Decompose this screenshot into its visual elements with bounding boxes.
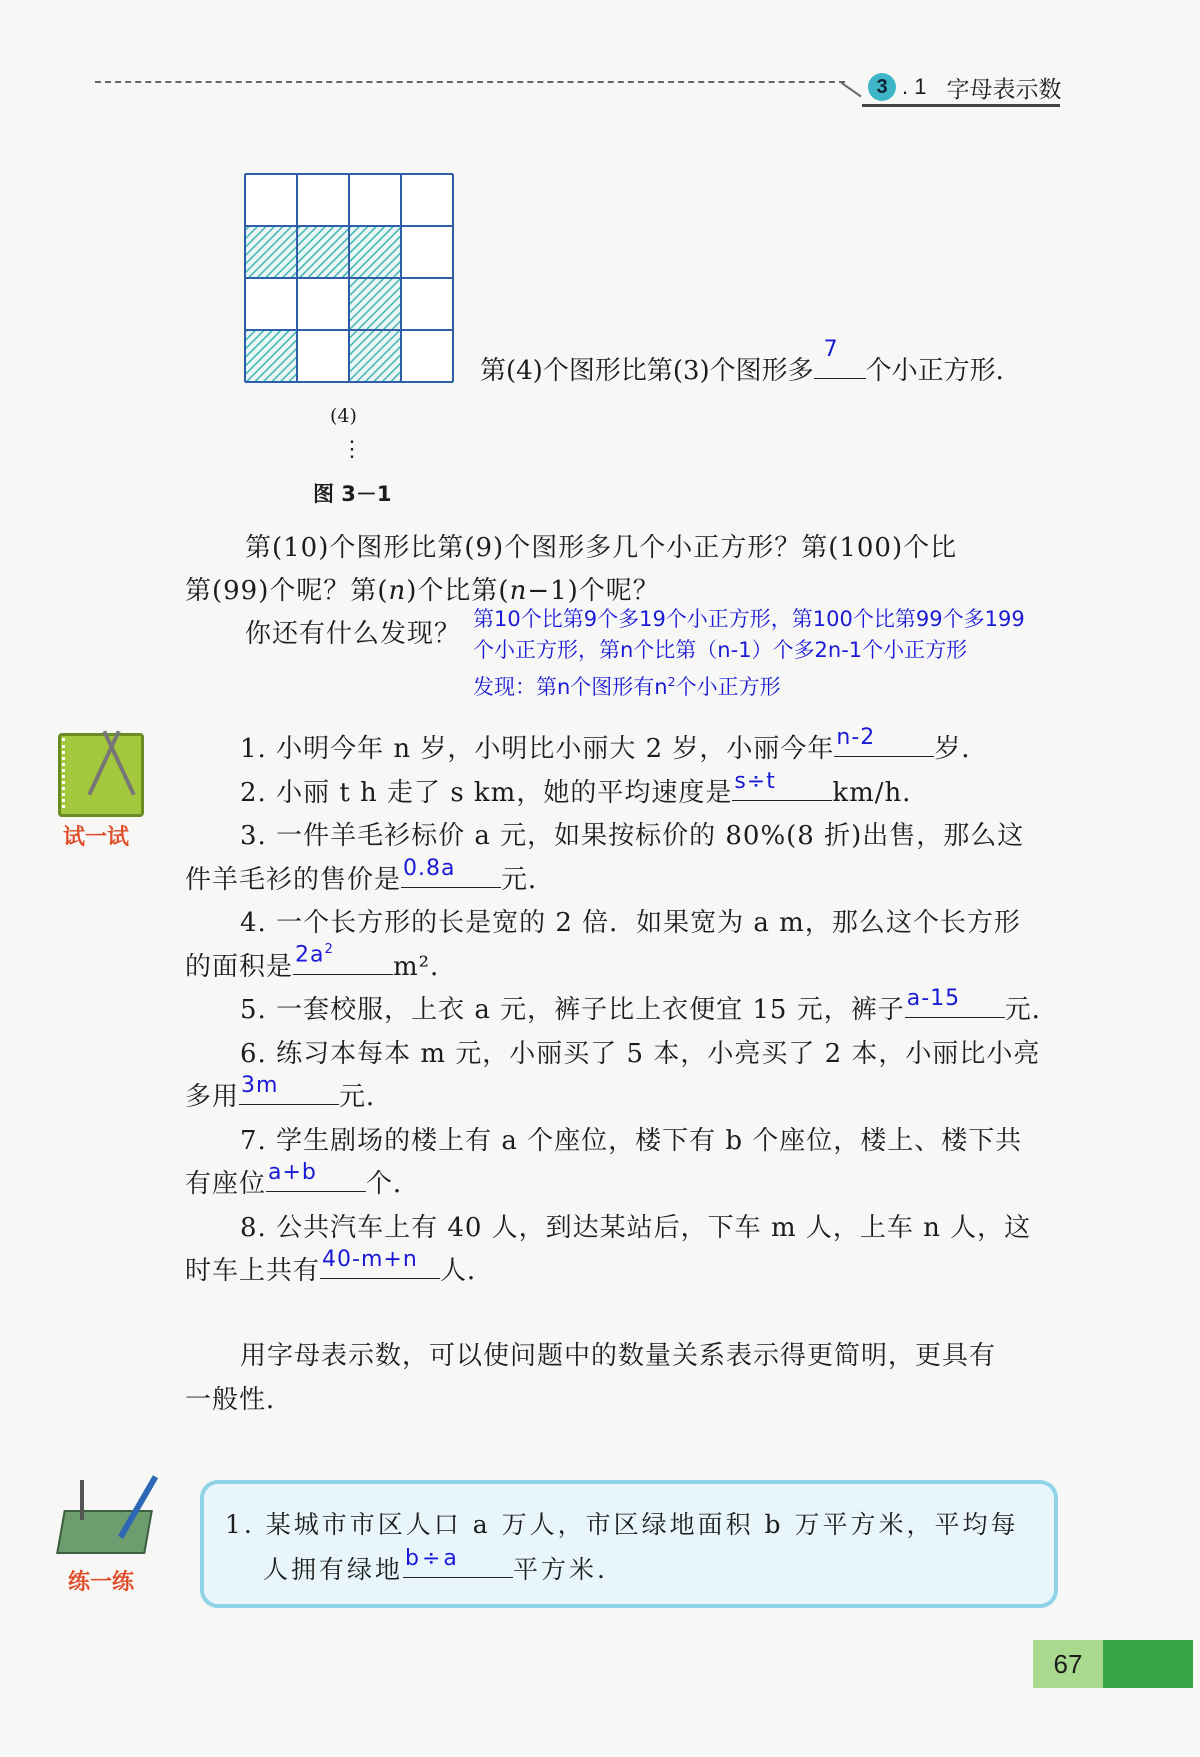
try-items [185,725,1085,1308]
shaded-square [349,330,401,382]
handwritten-answer: a-15 [906,986,961,1011]
handwritten-answer: 7 [823,337,838,362]
try-item-line [240,902,1021,939]
header-slant [841,82,862,97]
try-item-line [240,1033,1040,1070]
handwritten-answer: 40-m+n [322,1247,418,1272]
try-item-text-end: 岁． [934,734,989,764]
section-title: 字母表示数 [946,76,1062,103]
practice-line: 人拥有绿地 b÷a 平方米. [263,1546,608,1584]
try-item-text: 有座位 [185,1169,267,1199]
empty-square [297,278,349,330]
practice-line: 1. 某城市市区人口 a 万人，市区绿地面积 b 万平方米，平均每 [225,1510,1019,1539]
handwritten-line: 发现：第n个图形有$n^2$个小正方形 [473,674,781,699]
try-item-line [185,1247,495,1287]
header-dotted-rule [95,81,845,83]
section-number-badge: 3 [868,73,896,101]
try-item-text: 5. 一套校服，上衣 a 元，裤子比上衣便宜 15 元，裤子 [240,995,905,1025]
try-item-line [185,1160,421,1200]
figure-caption: 图 3－1 [313,482,392,506]
handwritten-line: 个小正方形，第n个比第（n-1）个多2n-1个小正方形 [473,638,968,662]
answer-blank[interactable] [814,337,866,379]
try-item-text: 时车上共有 [185,1256,321,1286]
try-item-line [240,815,1024,852]
try-item-line [185,942,458,983]
try-item-line [240,768,930,809]
figure-grid [243,172,455,384]
shaded-square [297,226,349,278]
answer-blank[interactable] [834,725,934,757]
figure-question [480,337,1022,387]
try-item-text: 3. 一件羊毛衫标价 a 元，如果按标价的 80%(8 折)出售，那么这 [240,821,1025,851]
answer-blank[interactable] [239,1073,339,1105]
summary-line: 用字母表示数，可以使问题中的数量关系表示得更简明，更具有 [240,1341,997,1371]
question-line: 第(10)个图形比第(9)个图形多几个小正方形？第(100)个比 [245,533,958,563]
try-item-text: 6. 练习本每本 m 元，小丽买了 5 本，小亮买了 2 本，小丽比小亮 [240,1038,1041,1069]
empty-square [245,278,297,330]
try-item-line [185,855,556,896]
try-item-text-end: m²． [393,951,458,982]
empty-square [401,174,453,226]
figure-question-text-end: 个小正方形． [865,356,1022,386]
empty-square [349,174,401,226]
handwritten-discovery [473,604,1025,703]
answer-blank[interactable] [905,986,1005,1018]
header-underline [862,104,1060,107]
answer-blank[interactable] [732,768,832,801]
section-subnumber: . 1 [902,74,927,99]
shaded-square [349,226,401,278]
handwritten-answer: 0.8a [403,855,456,881]
shaded-square [245,226,297,278]
empty-square [297,174,349,226]
practice-icon [55,1470,155,1560]
try-item-text: 2. 小丽 t h 走了 s km，她的平均速度是 [240,777,733,808]
handwritten-answer: a+b [268,1160,317,1185]
handwritten-answer: n-2 [836,725,876,750]
answer-blank[interactable] [403,1546,513,1578]
empty-square [401,278,453,330]
try-item-line [240,1207,1031,1244]
empty-square [401,330,453,382]
page-number: 67 [1033,1640,1103,1688]
try-item-line [185,1073,394,1113]
question-line: 第(99)个呢？第(n)个比第(n−1)个呢？ [185,576,660,606]
try-item-text: 的面积是 [185,951,294,982]
answer-blank[interactable] [266,1160,366,1192]
practice-badge-label: 练一练 [68,1570,135,1595]
try-item-line [240,986,1059,1026]
handwritten-answer: b÷a [405,1546,460,1571]
try-item-text-end: 个． [366,1169,421,1199]
handwritten-answer: s÷t [734,768,776,794]
try-item-text-end: km/h． [832,777,930,808]
empty-square [297,330,349,382]
figure-label: (4) [330,405,357,427]
try-item-text: 1. 小明今年 n 岁，小明比小丽大 2 岁，小丽今年 [240,734,835,764]
answer-blank[interactable] [320,1247,440,1279]
try-icon [52,728,147,818]
try-item-text-end: 元． [339,1082,394,1112]
try-badge-label: 试一试 [63,825,130,850]
practice-box [200,1480,1058,1608]
handwritten-answer: $2a^2$ [295,942,334,968]
try-item-text-end: 人． [440,1256,495,1286]
shaded-square [349,278,401,330]
try-item-text: 件羊毛衫的售价是 [185,864,402,895]
handwritten-answer: 3m [241,1073,279,1098]
try-item-text: 8. 公共汽车上有 40 人，到达某站后，下车 m 人，上车 n 人，这 [240,1212,1032,1243]
question-line: 你还有什么发现？ [245,619,462,649]
try-item-text: 4. 一个长方形的长是宽的 2 倍．如果宽为 a m，那么这个长方形 [240,908,1021,938]
answer-blank[interactable] [401,855,501,888]
section-header [868,72,1061,102]
empty-square [401,226,453,278]
empty-square [245,174,297,226]
try-item-text: 7. 学生剧场的楼上有 a 个座位，楼下有 b 个座位，楼上、楼下共 [240,1125,1023,1156]
try-item-text-end: 元． [1004,995,1059,1025]
try-item-text-end: 元． [501,864,556,895]
handwritten-line: 第10个比第9个多19个小正方形，第100个比第99个多199 [473,607,1025,631]
answer-blank[interactable] [293,942,393,975]
shaded-square [245,330,297,382]
figure-dots: ⋮ [341,437,363,462]
try-item-text: 多用 [185,1082,240,1112]
try-item-line [240,725,989,765]
try-item-line [240,1120,1022,1157]
figure-question-text: 第(4)个图形比第(3)个图形多 [480,356,814,386]
summary-line: 一般性． [185,1385,294,1415]
